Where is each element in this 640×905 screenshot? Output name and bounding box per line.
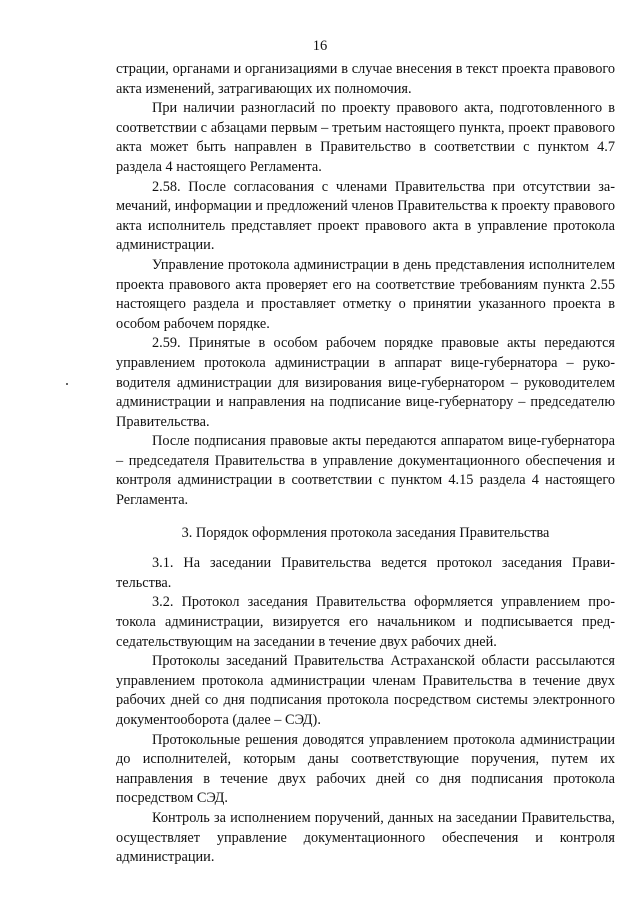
paragraph-2-59: 2.59. Принятые в особом рабочем порядке правовые акты передаются управлением протокола администрации в аппарат вице-губернатора – руководителя администрации для визирования вице-губернатором – руководителем администрации и направления на подписание вице-губернатору – председателю Правительства. — [116, 335, 615, 430]
paragraph-protocol-check: Управление протокола администрации в день представления исполнителем проекта правового акта проверяет его на соответствие требованиям пункта 2.55 настоящего раздела и проставляет отметку о принятии указанного проекта в особом рабочем порядке. — [116, 256, 615, 332]
scan-artifact-dot — [66, 383, 68, 385]
paragraph-control: Контроль за исполнением поручений, данных на заседании Правительства, осуществляет управление документационного обеспечения и контроля администрации. — [116, 809, 615, 866]
paragraph-protocol-decisions: Протокольные решения доводятся управлением протокола администрации до исполнителей, которым даны соответствующие поручения, путем их направления в течение двух рабочих дней со дня подписания протокола посредством СЭД. — [116, 731, 615, 807]
paragraph-disagreements: При наличии разногласий по проекту правового акта, подготовленного в соответствии с абзацами первым – третьим настоящего пункта, проект правового акта может быть направлен в Правительство в соответствии с пунктом 4.7 раздела 4 настоящего Регламента. — [116, 100, 615, 175]
paragraph-3-1: 3.1. На заседании Правительства ведется протокол заседания Правительства. — [116, 555, 615, 591]
page-number: 16 — [312, 38, 328, 54]
paragraph-continuation: страции, органами и организациями в случае внесения в текст проекта правового акта изменений, затрагивающих их полномочия. — [116, 61, 615, 97]
document-body — [116, 60, 615, 868]
paragraph-2-58: 2.58. После согласования с членами Правительства при отсутствии замечаний, информации и предложений членов Правительства к проекту правового акта исполнитель представляет проект правового акта в управление протокола администрации. — [116, 178, 615, 254]
paragraph-3-2: 3.2. Протокол заседания Правительства оформляется управлением протокола администрации, визируется его начальником и подписывается председательствующим на заседании в течение двух рабочих дней. — [116, 594, 615, 650]
section-heading: 3. Порядок оформления протокола заседания Правительства — [181, 524, 550, 541]
paragraph-protocol-distribution: Протоколы заседаний Правительства Астраханской области рассылаются управлением протокола администрации членам Правительства в течение двух рабочих дней со дня подписания протокола посредством системы электронного документооборота (далее – СЭД). — [116, 653, 615, 728]
paragraph-after-signing: После подписания правовые акты передаются аппаратом вице-губернатора – председателя Правительства в управление документационного обеспечения и контроля администрации в соответствии с пунктом 4.15 раздела 4 настоящего Регламента. — [116, 433, 615, 509]
